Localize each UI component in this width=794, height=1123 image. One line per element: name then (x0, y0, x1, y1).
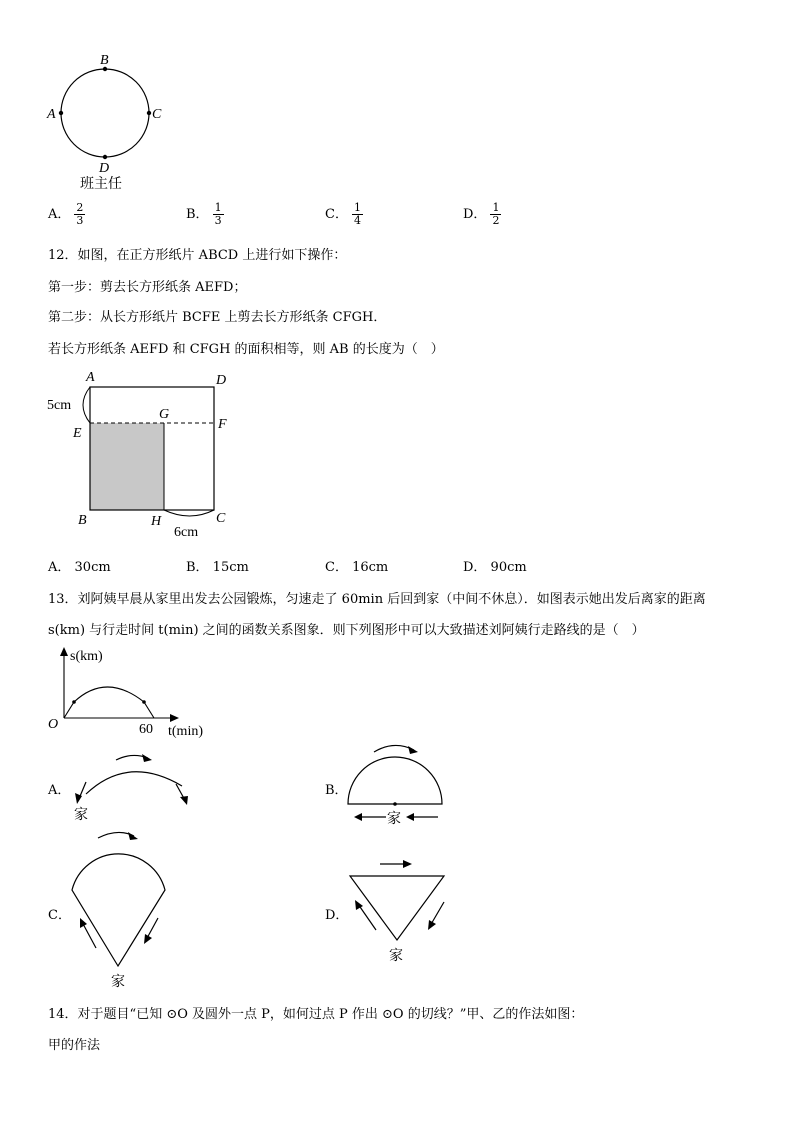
label-h: H (151, 514, 162, 529)
q13-option-c-letter[interactable]: C． (48, 908, 71, 923)
q13-line1: 13．刘阿姨早晨从家里出发去公园锻炼，匀速走了 60min 后回到家（中间不休息）．如图表示她出发后离家的距离 (48, 592, 706, 607)
origin-label: O (48, 717, 59, 732)
q13-option-d-letter[interactable]: D． (325, 908, 349, 923)
q13-line2: s(km) 与行走时间 t(min) 之间的函数关系图象．则下列图形中可以大致描述刘阿姨行走路线的是（ ） (48, 623, 645, 638)
q13-option-a-letter[interactable]: A． (48, 783, 71, 798)
label-b: B (78, 513, 87, 528)
q12-option-c[interactable]: C． 16cm (325, 560, 389, 575)
fraction: $\frac{1}{4}$ (353, 201, 361, 227)
q12-option-d[interactable]: D． 90cm (463, 560, 527, 575)
q12-option-a[interactable]: A． 30cm (48, 560, 111, 575)
label-e: E (73, 426, 82, 441)
y-axis-label: s(km) (70, 649, 103, 664)
q14-line2: 甲的作法 (48, 1038, 101, 1053)
q11-option-a[interactable]: A． $\frac{2}{3}$ (48, 201, 84, 227)
home-label: 家 (111, 975, 125, 990)
label-a: A (86, 370, 95, 385)
q12-line1: 12．如图，在正方形纸片 ABCD 上进行如下操作： (48, 248, 347, 263)
fraction: $\frac{2}{3}$ (76, 201, 84, 227)
q12-line2: 第一步：剪去长方形纸条 AEFD； (48, 280, 247, 295)
x-axis-label: t(min) (168, 724, 203, 739)
home-label: 家 (387, 812, 401, 827)
q12-line3: 第二步：从长方形纸片 BCFE 上剪去长方形纸条 CFGH． (48, 310, 387, 325)
q13-option-b-figure[interactable] (340, 740, 460, 830)
label-c: C (152, 107, 162, 122)
q11-option-d[interactable]: D． $\frac{1}{2}$ (463, 201, 500, 227)
label-f: F (218, 417, 227, 432)
q14-line1: 14．对于题目“已知 ⊙O 及圆外一点 P，如何过点 P 作出 ⊙O 的切线？”甲、乙的作法如图： (48, 1007, 584, 1022)
label-b: B (100, 53, 109, 68)
label-c: C (216, 511, 226, 526)
label-a: A (47, 107, 56, 122)
home-label: 家 (74, 808, 88, 823)
x-tick-60: 60 (139, 722, 153, 737)
label-d: D (216, 373, 227, 388)
label-g: G (159, 407, 170, 422)
dim-6cm: 6cm (174, 525, 199, 540)
dim-5cm: 5cm (47, 398, 72, 413)
q11-option-b[interactable]: B． $\frac{1}{3}$ (186, 201, 222, 227)
distance-time-graph (40, 644, 220, 744)
q13-option-a-figure[interactable] (64, 746, 204, 826)
fraction: $\frac{1}{3}$ (214, 201, 222, 227)
shaded-region (90, 423, 164, 510)
q11-option-c[interactable]: C． $\frac{1}{4}$ (325, 201, 361, 227)
fraction: $\frac{1}{2}$ (492, 201, 500, 227)
q12-line4: 若长方形纸条 AEFD 和 CFGH 的面积相等，则 AB 的长度为（ ） (48, 342, 444, 357)
q12-option-b[interactable]: B． 15cm (186, 560, 249, 575)
home-label: 家 (389, 949, 403, 964)
q13-option-c-figure[interactable] (64, 826, 184, 992)
q13-option-d-figure[interactable] (340, 854, 460, 966)
figure-caption: 班主任 (80, 176, 122, 192)
q13-option-b-letter[interactable]: B． (325, 783, 348, 798)
square-figure (40, 366, 250, 546)
label-d: D (99, 161, 110, 176)
